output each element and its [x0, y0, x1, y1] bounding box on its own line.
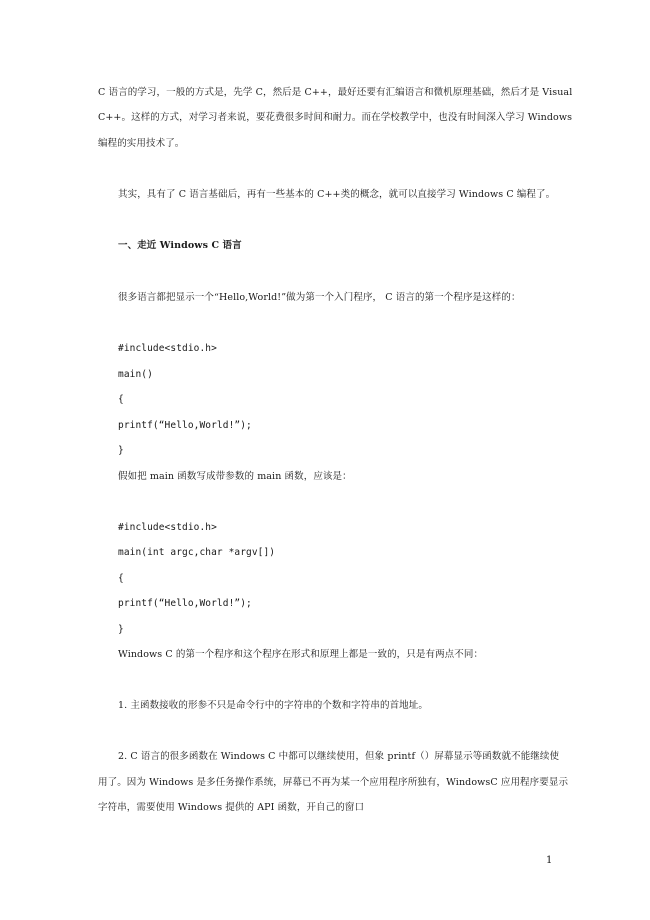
para1-line1: C 语言的学习，一般的方式是，先学 C，然后是 C++，最好还要有汇编语言和微机原理基础，然后才是 Visual	[98, 87, 573, 98]
page-number: 1	[546, 855, 553, 866]
code2-line-open-brace: {	[118, 573, 124, 584]
section-heading: 一、走近 Windows C 语言	[118, 240, 242, 251]
para2: 其实，具有了 C 语言基础后，再有一些基本的 C++类的概念，就可以直接学习 Windows C 编程了。	[118, 189, 556, 200]
code1-line-printf: printf(“Hello,World!”);	[118, 420, 252, 431]
code2-line-printf: printf(“Hello,World!”);	[118, 598, 252, 609]
code2-line-close-brace: }	[118, 624, 124, 635]
para5: Windows C 的第一个程序和这个程序在形式和原理上都是一致的，只是有两点不同：	[118, 649, 484, 660]
para4: 假如把 main 函数写成带参数的 main 函数，应该是：	[118, 471, 352, 482]
list-item-2-line2: 用了。因为 Windows 是多任务操作系统，屏幕已不再为某一个应用程序所独有，WindowsC 应用程序要显示	[98, 777, 569, 788]
code2-line-include: #include<stdio.h>	[118, 522, 217, 533]
list-item-2-line3: 字符串，需要使用 Windows 提供的 API 函数，开自己的窗口	[98, 802, 365, 813]
para1-line2: C++。这样的方式，对学习者来说，要花费很多时间和耐力。而在学校教学中，也没有时间深入学习 Windows	[98, 112, 573, 123]
para1-line3: 编程的实用技术了。	[98, 138, 185, 149]
list-item-1: 1. 主函数接收的形参不只是命令行中的字符串的个数和字符串的首地址。	[118, 700, 428, 711]
code1-line-main: main()	[118, 369, 153, 380]
list-item-2-line1: 2. C 语言的很多函数在 Windows C 中都可以继续使用，但象 printf（）屏幕显示等函数就不能继续使	[118, 751, 560, 762]
code1-line-close-brace: }	[118, 445, 124, 456]
code1-line-include: #include<stdio.h>	[118, 343, 217, 354]
para3: 很多语言都把显示一个“Hello,World!”做为第一个入门程序， C 语言的第一个程序是这样的：	[118, 292, 521, 303]
code1-line-open-brace: {	[118, 394, 124, 405]
code2-line-main: main(int argc,char *argv[])	[118, 547, 276, 558]
